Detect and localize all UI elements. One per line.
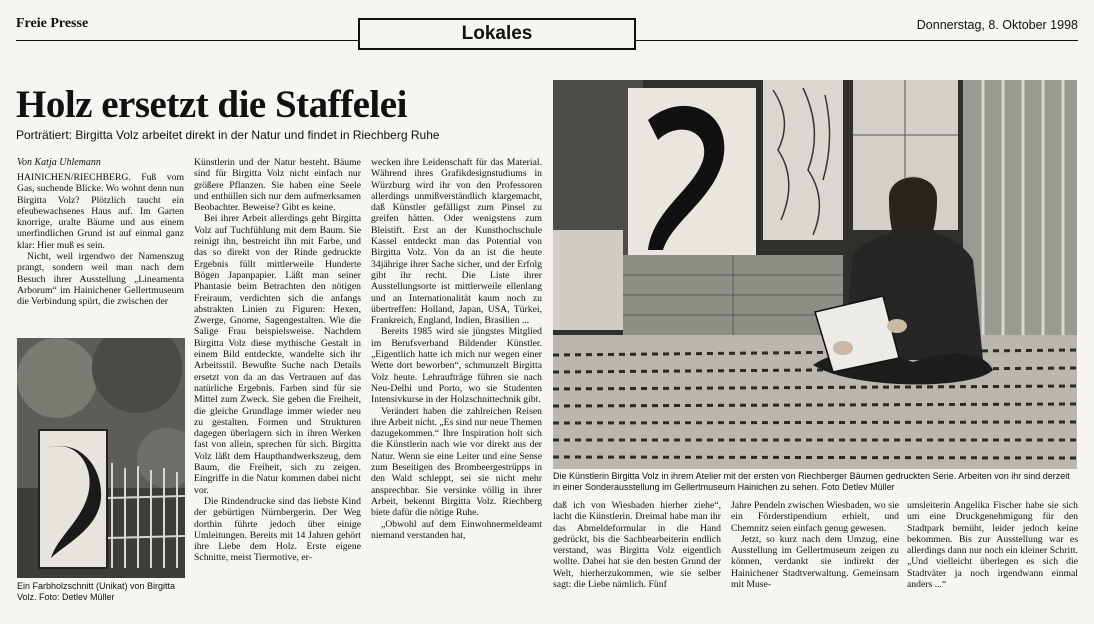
paragraph: Bei ihrer Arbeit allerdings geht Birgitta Volz auf Tuchfühlung mit dem Baum. Sie reinigt ihn, bestreicht ihn mit Farbe, und das so direkt von der Rinde gedruckte Ergebnis füllt mittlerweile Hunderte Bögen Japanpapier. Läßt man seiner Phantasie beim Betrachten den nötigen Freiraum, verdichten sich die anfangs abstrakten Linien zu Figuren: Hexen, Zwerge, Gnome, Sagengestalten. Wie die Salige Frau beispielsweise. Nachdem Birgitta Volz diese mythische Gestalt in einem Bild entdeckte, wandelte sich ihr Arbeitsstil. Bewußte Suche nach Details ersetzt von da an das Vertrauen auf das natürliche Ergebnis. Farben sind für sie Mittel zum Zweck. Sie geben die Freiheit, die gleiche Grundlage immer wieder neu zu gestalten. Formen und Strukturen dagegen überlagern sich in ihren Werken fast von allein, sprechen für sich. Birgitta Volz läßt dem Haupthandwerkszeug, dem Baum, die Freiheit, sich zu zeigen. Eingriffe in die Natur kommen dabei nicht vor. bbox=[194, 213, 361, 496]
paragraph: Jahre Pendeln zwischen Wiesbaden, wo sie ein Förderstipendium erhielt, und Chemnitz seien einfach genug gewesen. bbox=[731, 500, 899, 534]
section-title: Lokales bbox=[461, 23, 533, 44]
rule-left bbox=[16, 40, 358, 41]
paragraph: Jetzt, so kurz nach dem Umzug, eine Ausstellung im Gellertmuseum zeigen zu können, verdankt sie indirekt der Hainichener Stadtverwaltung. Gemeinsam mit Muse- bbox=[731, 533, 899, 591]
article-column-2 bbox=[194, 157, 361, 609]
paragraph: Die Rindendrucke sind das liebste Kind der gebürtigen Nürnbergerin. Der Weg dorthin führte jedoch über einige Umleitungen. Bereits mit 14 Jahren gehört ihre Liebe dem Holz. Erste eigene Schnitte, meist Tiermotive, er- bbox=[194, 495, 361, 564]
article-column-5 bbox=[731, 500, 899, 609]
atelier-photo-caption: Die Künstlerin Birgitta Volz in ihrem Atelier mit der ersten von Riechberger Bäumen gedruckten Serie. Arbeiten von ihr sind derzeit in einer Sonderausstellung im Gellertmuseum Hainichen zu sehen. Foto Detlev Müller bbox=[553, 471, 1070, 492]
paragraph: umsleiterin Angelika Fischer habe sie sich um eine Druckgenehmigung für den Stadtpark bemüht, leider jedoch keine bekommen. Bis zur Ausstellung war es allerdings dann nur noch ein kleiner Schritt. „Und vielleicht überlegen es sich die Stadtväter ja noch irgendwann einmal anders ...“ bbox=[907, 500, 1078, 591]
paragraph: HAINICHEN/RIECHBERG. Fuß vom Gas, suchende Blicke. Wo wohnt denn nun Birgitta Volz? Plötzlich taucht ein efeubewachsenes Haus auf. Im Garten knorrige, uralte Bäume und aus einem unerfindlichen Grund ist auf einmal ganz klar: Hier muß es sein. bbox=[17, 172, 184, 251]
article-column-6 bbox=[907, 500, 1078, 609]
headline: Holz ersetzt die Staffelei bbox=[16, 83, 407, 126]
newspaper-name: Freie Presse bbox=[16, 16, 89, 31]
paragraph: Nicht, weil irgendwo der Namenszug prangt, sondern weil man nach dem Besuch ihrer Ausstellung „Lineamenta Arborum“ im Hainichener Gellertmuseum die Verbindung spürt, die zwischen der bbox=[17, 251, 184, 308]
woodcut-photo bbox=[17, 338, 185, 578]
atelier-photo bbox=[553, 80, 1077, 469]
article-column-1 bbox=[17, 172, 184, 336]
section-title-box bbox=[358, 18, 636, 50]
paragraph: wecken ihre Leidenschaft für das Material. Während ihres Grafikdesignstudiums in Würzburg wird ihr von den Professoren allerdings unmißverständlich klargemacht, daß Künstler gefälligst zum Pinsel zu greifen hätten. Oder wenigstens zum Bleistift. Erst an der Kunsthochschule Kassel entdeckt man das Potential von Birgitta Volz. Von da an ist die heute 34jährige ihrer Sache sicher, und der Erfolg gibt ihr recht. Die Liste ihrer Ausstellungsorte ist mittlerweile ellenlang und an Internationalität kaum noch zu übertreffen: Holland, Japan, USA, Türkei, Frankreich, England, Indien, Brasilien ... bbox=[371, 157, 542, 327]
rule-right bbox=[636, 40, 1078, 41]
paragraph: Verändert haben die zahlreichen Reisen ihre Arbeit nicht. „Es sind nur neue Themen dazugekommen.“ Ihre Inspiration holt sich die Künstlerin nach wie vor direkt aus der Natur. Wenn sie eine Leiter und eine Sense zum Beseitigen des Brombeergestrüpps in den Wald schleppt, sei sie nicht mehr ansprechbar. Sie versinke völlig in ihrer Arbeit, bekennt Birgitta Volz. Riechberg biete dafür die nötige Ruhe. bbox=[371, 405, 542, 519]
paragraph: daß ich von Wiesbaden hierher ziehe“, lacht die Künstlerin. Dreimal habe man ihr das Abmeldeformular in die Hand gedrückt, bis die Sachbearbeiterin endlich verstand, was Birgitta Volz eigentlich wollte. Dabei hat sie den besten Grund der Welt, hierherzukommen, wie sie selber sagt: die Liebe nämlich. Fünf bbox=[553, 500, 721, 591]
paragraph: Künstlerin und der Natur besteht. Bäume sind für Birgitta Volz nicht einfach nur größere Pflanzen. Sie haben eine Seele und enthüllen sich nur dem aufmerksamen Beobachter. Beweise? Gibt es keine. bbox=[194, 157, 361, 214]
byline: Von Katja Uhlemann bbox=[17, 157, 101, 168]
small-photo-caption: Ein Farbholzschnitt (Unikat) von Birgitta Volz. Foto: Detlev Müller bbox=[17, 581, 176, 602]
paragraph: Bereits 1985 wird sie jüngstes Mitglied im Berufsverband Bildender Künstler. „Eigentlich hatte ich mich nur wegen einer Wette dort beworben“, schmunzelt Birgitta Volz heute. Lehraufträge führen sie nach Neu-Delhi und Porto, wo sie Studenten Intensivkurse in der Holzschnittechnik gibt. bbox=[371, 326, 542, 406]
paragraph: „Obwohl auf dem Einwohnermeldeamt niemand verstanden hat, bbox=[371, 518, 542, 541]
issue-date: Donnerstag, 8. Oktober 1998 bbox=[916, 18, 1078, 32]
article-column-3 bbox=[371, 157, 542, 609]
subheadline: Porträtiert: Birgitta Volz arbeitet direkt in der Natur und findet in Riechberg Ruhe bbox=[16, 128, 440, 142]
article-column-4 bbox=[553, 500, 721, 609]
